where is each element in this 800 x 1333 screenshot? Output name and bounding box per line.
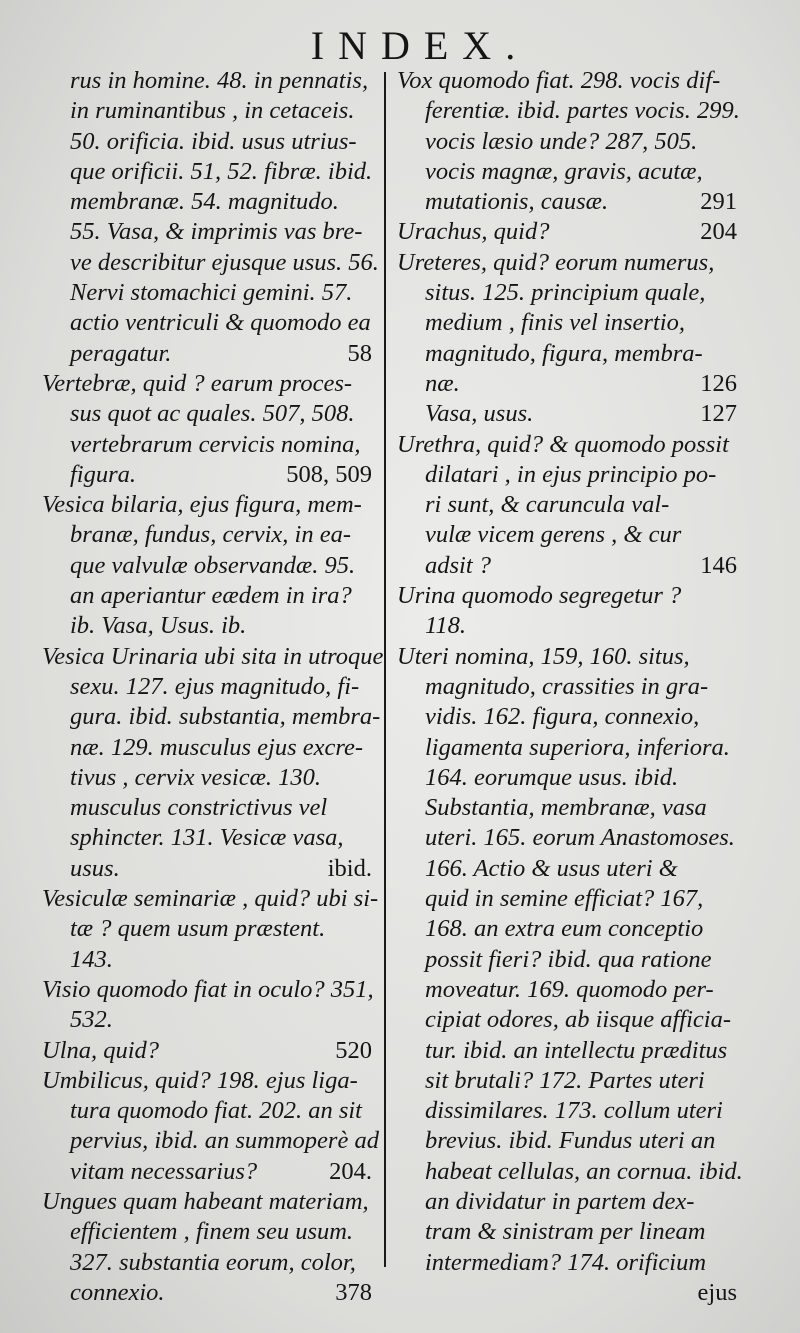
index-line-text: que orificii. 51, 52. fibræ. ibid.	[70, 157, 373, 185]
index-line-text: in ruminantibus , in cetaceis.	[70, 97, 355, 125]
index-line-text: 327. substantia eorum, color,	[70, 1248, 356, 1276]
index-line	[42, 520, 372, 550]
index-line-text: Vesica bilaria, ejus figura, mem-	[42, 491, 362, 519]
index-line	[42, 733, 372, 763]
index-line	[42, 823, 372, 853]
index-line-text: ve describitur ejusque usus. 56.	[70, 248, 379, 276]
index-line	[397, 642, 737, 672]
index-line-text: 164. eorumque usus. ibid.	[425, 763, 679, 791]
index-line	[397, 611, 737, 641]
index-line-text: cipiat odores, ab iisque afficia-	[425, 1006, 731, 1034]
index-line-text: ri sunt, & caruncula val-	[425, 491, 670, 519]
index-line	[42, 642, 384, 672]
index-line	[42, 430, 372, 460]
index-line-text: musculus constrictivus vel	[70, 794, 328, 822]
index-line	[397, 1278, 737, 1308]
index-line	[42, 399, 372, 429]
index-line	[397, 187, 737, 217]
index-line-text: medium , finis vel insertio,	[425, 309, 685, 337]
index-line-text: que valvulæ observandæ. 95.	[70, 551, 356, 579]
index-line-text: pervius, ibid. an summoperè ad	[70, 1127, 379, 1155]
index-line	[42, 1248, 372, 1278]
index-line	[397, 884, 737, 914]
index-line	[397, 460, 737, 490]
index-line-text: Uteri nomina, 159, 160. situs,	[397, 642, 690, 670]
index-line-text: vocis magnæ, gravis, acutæ,	[425, 157, 703, 185]
index-line	[42, 581, 372, 611]
index-line-text: Umbilicus, quid? 198. ejus liga-	[42, 1066, 358, 1094]
index-line	[397, 339, 737, 369]
index-page-ref: 204	[700, 218, 737, 246]
index-line-text: Nervi stomachici gemini. 57.	[70, 279, 353, 307]
index-line	[42, 551, 372, 581]
index-line	[42, 66, 372, 96]
index-line-text: vertebrarum cervicis nomina,	[70, 430, 361, 458]
page-header: INDEX.	[310, 23, 530, 68]
index-line	[397, 278, 737, 308]
index-line-text: Ureteres, quid? eorum numerus,	[397, 248, 715, 276]
index-line	[42, 1278, 372, 1308]
index-line-text: dissimilares. 173. collum uteri	[425, 1097, 723, 1125]
index-line-text: sit brutali? 172. Partes uteri	[425, 1066, 705, 1094]
index-line-text: intermediam? 174. orificium	[425, 1248, 707, 1276]
index-line	[397, 430, 737, 460]
index-line-text: næ.	[425, 369, 460, 397]
index-line	[42, 157, 372, 187]
index-page-ref: ibid.	[327, 854, 372, 882]
index-line-text: Vesica Urinaria ubi sita in utroque	[42, 642, 384, 670]
index-line-text: 50. orificia. ibid. usus utrius-	[70, 127, 357, 155]
index-line-text: actio ventriculi & quomodo ea	[70, 309, 371, 337]
index-line	[42, 278, 372, 308]
index-line-text: Ulna, quid?	[42, 1036, 160, 1064]
index-line	[42, 884, 379, 914]
index-line-text: tivus , cervix vesicæ. 130.	[70, 763, 322, 791]
index-line	[42, 793, 372, 823]
index-line-text: ferentiæ. ibid. partes vocis. 299.	[425, 97, 740, 125]
index-line	[397, 975, 737, 1005]
index-line-text: tram & sinistram per lineam	[425, 1218, 706, 1246]
index-line	[397, 127, 737, 157]
index-line	[42, 369, 372, 399]
index-line-text: rus in homine. 48. in pennatis,	[70, 67, 369, 94]
index-line-text: vidis. 162. figura, connexio,	[425, 703, 700, 731]
index-line-text: Substantia, membranæ, vasa	[425, 794, 707, 822]
index-line-text: an aperiantur eædem in ira?	[70, 582, 352, 610]
index-line	[397, 96, 740, 126]
index-line-text: Vertebræ, quid ? earum proces-	[42, 369, 353, 397]
index-line	[42, 1005, 372, 1035]
index-line	[397, 399, 737, 429]
index-line	[397, 1066, 737, 1096]
index-line	[397, 217, 737, 247]
index-line-text: sus quot ac quales. 507, 508.	[70, 400, 355, 428]
index-line-text: 532.	[70, 1006, 113, 1034]
index-line	[397, 672, 737, 702]
index-line	[42, 1096, 372, 1126]
index-line-text: habeat cellulas, an cornua. ibid.	[425, 1157, 743, 1185]
index-line	[397, 369, 737, 399]
index-line	[397, 490, 737, 520]
index-line-text: situs. 125. principium quale,	[425, 279, 706, 307]
index-line	[397, 66, 737, 96]
index-line-text: Urethra, quid? & quomodo possit	[397, 430, 729, 458]
index-page-ref: 127	[700, 400, 737, 428]
index-line	[397, 763, 737, 793]
index-line-text: Vasa, usus.	[425, 400, 534, 428]
index-line-text: mutationis, causæ.	[425, 188, 609, 216]
index-line	[42, 308, 372, 338]
index-line-text: Urina quomodo segregetur ?	[397, 582, 682, 610]
index-line-text: Ungues quam habeant materiam,	[42, 1187, 369, 1215]
index-line-text: possit fieri? ibid. qua ratione	[425, 945, 712, 973]
index-line	[397, 308, 737, 338]
index-line-text: moveatur. 169. quomodo per-	[425, 975, 714, 1003]
index-page-ref: 146	[700, 551, 737, 579]
index-line	[42, 914, 372, 944]
index-line	[397, 1005, 737, 1035]
index-line-text: figura.	[70, 460, 137, 488]
index-line	[42, 763, 372, 793]
index-line-text: membranæ. 54. magnitudo.	[70, 188, 339, 216]
index-line-text: tæ ? quem usum præstent.	[70, 915, 326, 943]
index-line	[42, 1187, 372, 1217]
index-line-text: 118.	[425, 612, 467, 640]
index-line-text: ligamenta superiora, inferiora.	[425, 733, 730, 761]
index-line-text: magnitudo, crassities in gra-	[425, 672, 709, 700]
index-line-text: dilatari , in ejus principio po-	[425, 460, 717, 488]
index-line-text: Vox quomodo fiat. 298. vocis dif-	[397, 67, 721, 94]
index-line-text: vitam necessarius?	[70, 1157, 258, 1185]
index-line	[397, 520, 737, 550]
index-line	[397, 581, 737, 611]
index-line	[397, 1036, 737, 1066]
index-line	[42, 975, 372, 1005]
index-line	[42, 217, 372, 247]
index-line	[397, 793, 737, 823]
index-line-text: efficientem , finem seu usum.	[70, 1218, 354, 1246]
index-page-ref: 520	[335, 1036, 372, 1064]
index-page-ref: 58	[347, 339, 372, 367]
index-line-text: sphincter. 131. Vesicæ vasa,	[70, 824, 344, 852]
index-line	[42, 1036, 372, 1066]
index-line	[397, 551, 737, 581]
index-column-right	[397, 66, 743, 1308]
index-line-text: vocis læsio unde? 287, 505.	[425, 127, 698, 155]
index-line	[42, 1157, 372, 1187]
index-page-ref: ejus	[697, 1278, 737, 1306]
index-line	[42, 96, 372, 126]
index-line	[397, 248, 737, 278]
index-line-text: magnitudo, figura, membra-	[425, 339, 703, 367]
index-line-text: branæ, fundus, cervix, in ea-	[70, 521, 352, 549]
index-line-text: næ. 129. musculus ejus excre-	[70, 733, 364, 761]
index-line	[42, 1217, 372, 1247]
index-line	[42, 702, 381, 732]
index-line-text: 168. an extra eum conceptio	[425, 915, 704, 943]
index-page-ref: 508, 509	[286, 460, 372, 488]
index-line-text: tura quomodo fiat. 202. an sit	[70, 1097, 362, 1125]
index-line	[397, 1248, 737, 1278]
index-line	[397, 733, 737, 763]
index-column-left	[42, 66, 384, 1308]
index-line-text: sexu. 127. ejus magnitudo, fi-	[70, 672, 360, 700]
index-line-text: uteri. 165. eorum Anastomoses.	[425, 824, 735, 852]
index-page-ref: 204.	[329, 1157, 372, 1185]
index-line	[397, 1126, 737, 1156]
index-line-text: 143.	[70, 945, 113, 973]
index-line-text: usus.	[70, 854, 120, 882]
index-line	[397, 1157, 743, 1187]
index-line-text: tur. ibid. an intellectu præditus	[425, 1036, 728, 1064]
index-line-text: Urachus, quid?	[397, 218, 550, 246]
index-page-ref: 291	[700, 188, 737, 216]
index-line	[397, 157, 737, 187]
index-line-text: ib. Vasa, Usus. ib.	[70, 612, 247, 640]
index-line-text: peragatur.	[70, 339, 172, 367]
index-page-ref: 126	[700, 369, 737, 397]
index-line	[397, 854, 737, 884]
index-line	[42, 1126, 379, 1156]
index-line	[397, 823, 737, 853]
index-line	[397, 1217, 737, 1247]
index-line-text: an dividatur in partem dex-	[425, 1187, 695, 1215]
index-line-text: brevius. ibid. Fundus uteri an	[425, 1127, 716, 1155]
index-line	[42, 854, 372, 884]
index-line	[397, 1096, 737, 1126]
index-line	[397, 914, 737, 944]
index-line	[42, 460, 372, 490]
index-page-ref: 378	[335, 1278, 372, 1306]
index-line-text: quid in semine efficiat? 167,	[425, 885, 704, 913]
index-line	[42, 611, 372, 641]
index-line	[42, 945, 372, 975]
index-line	[42, 127, 372, 157]
index-line	[42, 490, 372, 520]
index-line	[397, 945, 737, 975]
index-line	[397, 1187, 737, 1217]
index-line-text: vulæ vicem gerens , & cur	[425, 521, 682, 549]
index-line	[42, 1066, 372, 1096]
index-line	[42, 672, 372, 702]
index-line	[397, 702, 737, 732]
index-line	[42, 339, 372, 369]
index-line-text: Visio quomodo fiat in oculo? 351,	[42, 975, 374, 1003]
index-line-text: 166. Actio & usus uteri &	[425, 854, 678, 882]
index-line	[42, 248, 379, 278]
index-line-text: 55. Vasa, & imprimis vas bre-	[70, 218, 363, 246]
index-line-text: adsit ?	[425, 551, 492, 579]
index-line-text: Vesiculæ seminariæ , quid? ubi si-	[42, 885, 379, 913]
index-line	[42, 187, 372, 217]
index-line-text: connexio.	[70, 1278, 165, 1306]
column-divider	[384, 72, 386, 1267]
index-line-text: gura. ibid. substantia, membra-	[70, 703, 381, 731]
